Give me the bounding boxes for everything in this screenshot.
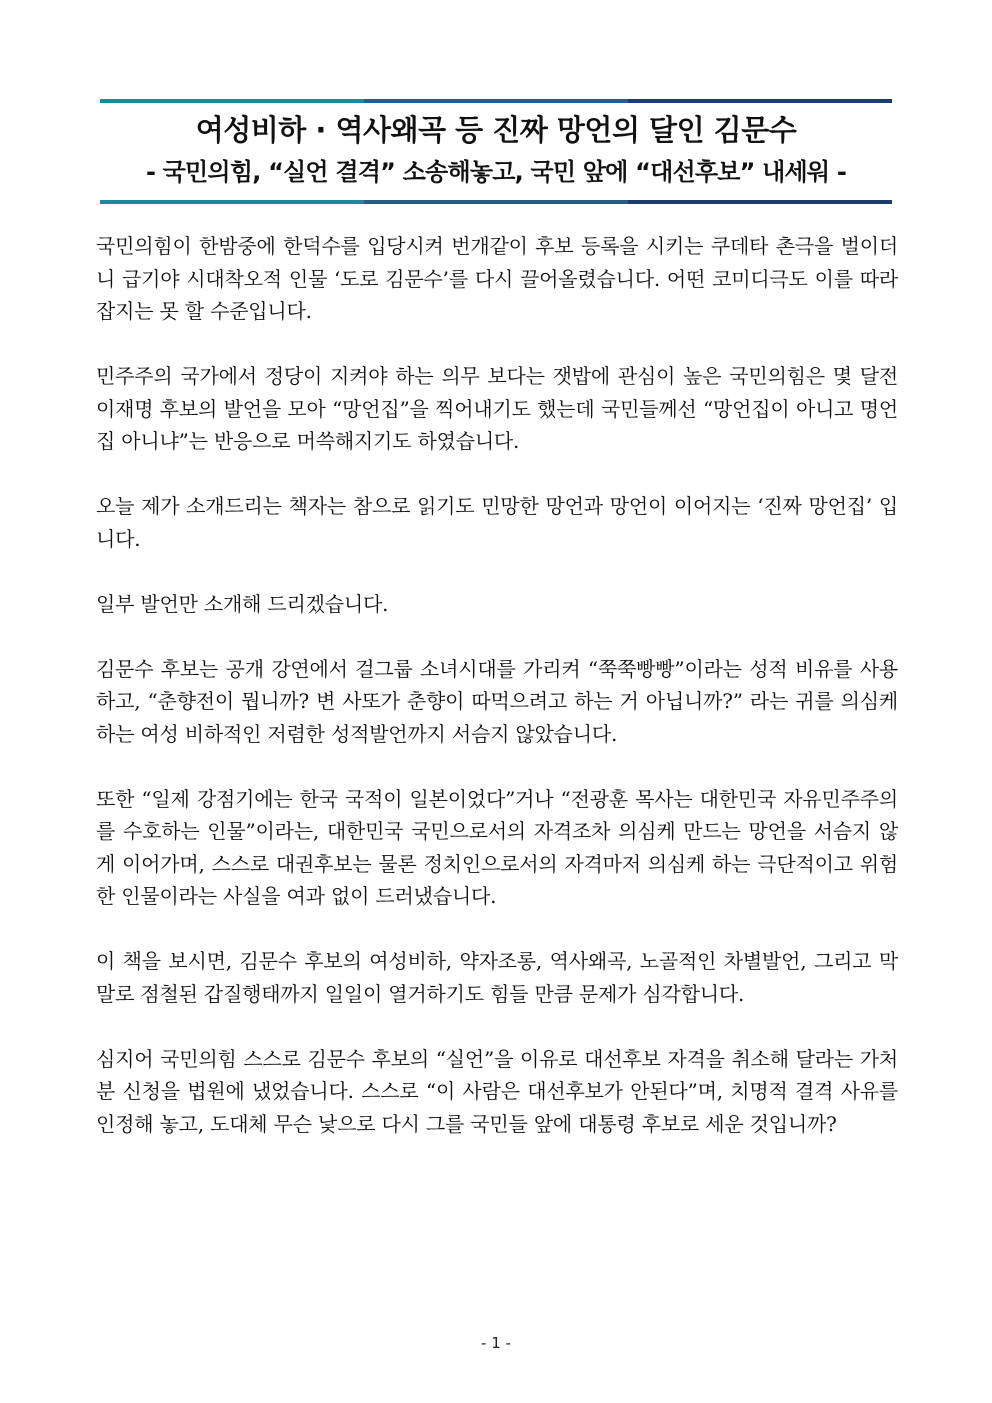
paragraph-4: 일부 발언만 소개해 드리겠습니다. xyxy=(96,591,389,616)
rule-segment-blue xyxy=(364,99,628,103)
document-body xyxy=(96,230,898,1140)
paragraph-2: 민주주의 국가에서 정당이 지켜야 하는 의무 보다는 잿밥에 관심이 높은 국민의힘은 몇 달전 이재명 후보의 발언을 모아 “망언집”을 찍어내기도 했는데 국민들께선 “망언집이 아니고 명언집 아니냐”는 반응으로 머쓱해지기도 하였습니다. xyxy=(96,364,898,453)
header-rule-bottom xyxy=(100,200,892,204)
rule-segment-blue xyxy=(364,200,628,204)
rule-segment-teal xyxy=(100,200,364,204)
paragraph-5: 김문수 후보는 공개 강연에서 걸그룹 소녀시대를 가리켜 “쭉쭉빵빵”이라는 성적 비유를 사용하고, “춘향전이 뭡니까? 변 사또가 춘향이 따먹으려고 하는 거 아닙니까?” 라는 귀를 의심케 하는 여성 비하적인 저렴한 성적발언까지 서슴지 않았습니다. xyxy=(96,656,899,746)
paragraph-1: 국민의힘이 한밤중에 한덕수를 입당시켜 번개같이 후보 등록을 시키는 쿠데타 촌극을 벌이더니 급기야 시대착오적 인물 ‘도로 김문수’를 다시 끌어올렸습니다. 어떤 코미디극도 이를 따라 잡지는 못 할 수준입니다. xyxy=(96,234,898,323)
paragraph-3: 오늘 제가 소개드리는 책자는 참으로 읽기도 민망한 망언과 망언이 이어지는 ‘진짜 망언집’ 입니다. xyxy=(96,494,898,551)
document-title: 여성비하 · 역사왜곡 등 진짜 망언의 달인 김문수 xyxy=(195,113,797,147)
rule-segment-navy xyxy=(628,99,892,103)
paragraph-7: 이 책을 보시면, 김문수 후보의 여성비하, 약자조롱, 역사왜곡, 노골적인 차별발언, 그리고 막말로 점철된 갑질행태까지 일일이 열거하기도 힘들 만큼 문제가 심각합니다. xyxy=(96,949,898,1006)
header-rule-top xyxy=(100,99,892,103)
paragraph-6: 또한 “일제 강점기에는 한국 국적이 일본이었다”거나 “전광훈 목사는 대한민국 자유민주주의를 수호하는 인물”이라는, 대한민국 국민으로서의 자격조차 의심케 만드는 망언을 서슴지 않게 이어가며, 스스로 대권후보는 물론 정치인으로서의 자격마저 의심케 하는 극단적이고 위험한 인물이라는 사실을 여과 없이 드러냈습니다. xyxy=(96,786,898,908)
page-number: - 1 - xyxy=(481,1334,511,1352)
rule-segment-navy xyxy=(628,200,892,204)
paragraph-8: 심지어 국민의힘 스스로 김문수 후보의 “실언”을 이유로 대선후보 자격을 취소해 달라는 가처분 신청을 법원에 냈었습니다. 스스로 “이 사람은 대선후보가 안된다”며, 치명적 결격 사유를 인정해 놓고, 도대체 무슨 낯으로 다시 그를 국민들 앞에 대통령 후보로 세운 것입니까? xyxy=(96,1046,898,1136)
rule-segment-teal xyxy=(100,99,364,103)
document-subtitle: - 국민의힘, “실언 결격” 소송해놓고, 국민 앞에 “대선후보” 내세워 - xyxy=(145,158,847,186)
